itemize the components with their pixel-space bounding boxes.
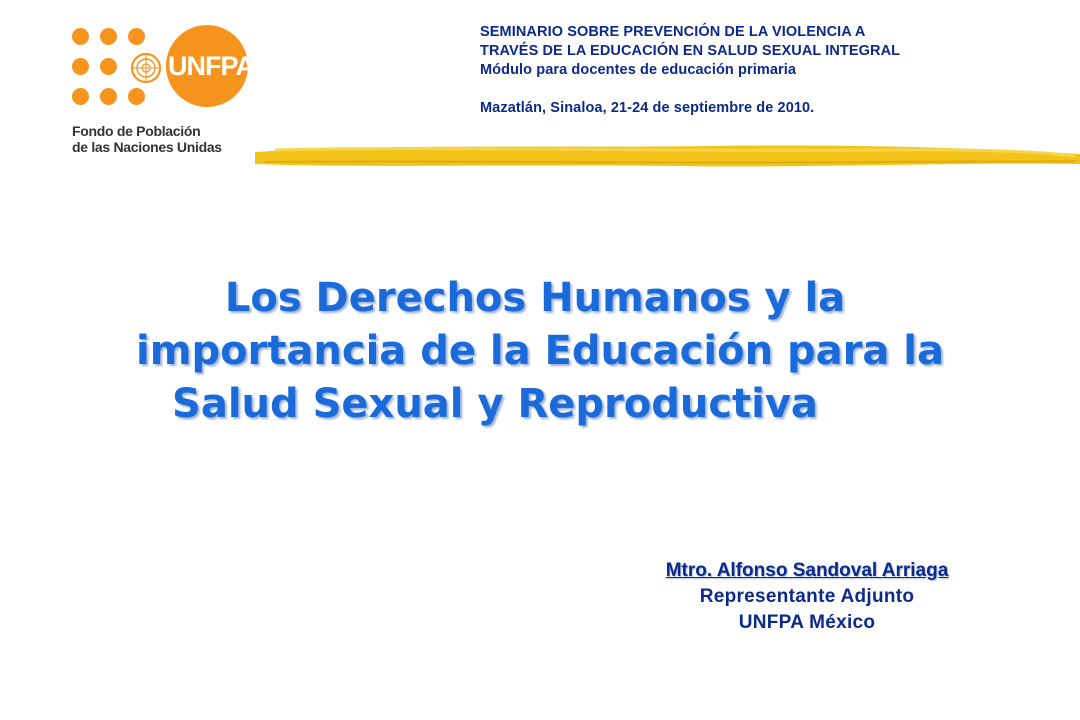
title-line2: importancia de la Educación para la bbox=[136, 328, 944, 374]
logo-dot bbox=[128, 88, 145, 105]
slide-title bbox=[90, 272, 990, 431]
yellow-brush-stroke bbox=[255, 138, 1080, 174]
seminar-line3: Módulo para docentes de educación primaria bbox=[480, 62, 797, 78]
title-line3: Salud Sexual y Reproductiva bbox=[172, 381, 818, 427]
logo-dot bbox=[72, 88, 89, 105]
seminar-line1: SEMINARIO SOBRE PREVENCIÓN DE LA VIOLENCIA A bbox=[480, 24, 866, 40]
un-emblem-icon bbox=[130, 52, 162, 84]
unfpa-logo bbox=[66, 22, 256, 162]
presenter-org: UNFPA México bbox=[738, 612, 876, 633]
org-name-line1: Fondo de Población bbox=[72, 123, 201, 139]
logo-dot bbox=[128, 28, 145, 45]
logo-dot bbox=[100, 88, 117, 105]
logo-dot bbox=[100, 58, 117, 75]
presenter-block bbox=[597, 558, 1017, 636]
presenter-role: Representante Adjunto bbox=[699, 586, 915, 607]
seminar-place-date: Mazatlán, Sinaloa, 21-24 de septiembre de 2010. bbox=[480, 100, 815, 116]
seminar-header bbox=[480, 23, 900, 118]
logo-dot bbox=[100, 28, 117, 45]
org-name bbox=[72, 123, 222, 155]
presenter-name: Mtro. Alfonso Sandoval Arriaga bbox=[665, 560, 949, 581]
seminar-line2: TRAVÉS DE LA EDUCACIÓN EN SALUD SEXUAL INTEGRAL bbox=[480, 43, 901, 59]
org-name-line2: de las Naciones Unidas bbox=[72, 139, 222, 155]
unfpa-wordmark: UNFPA bbox=[168, 51, 254, 81]
logo-dot bbox=[72, 58, 89, 75]
title-line1: Los Derechos Humanos y la bbox=[224, 275, 846, 321]
logo-dot bbox=[72, 28, 89, 45]
